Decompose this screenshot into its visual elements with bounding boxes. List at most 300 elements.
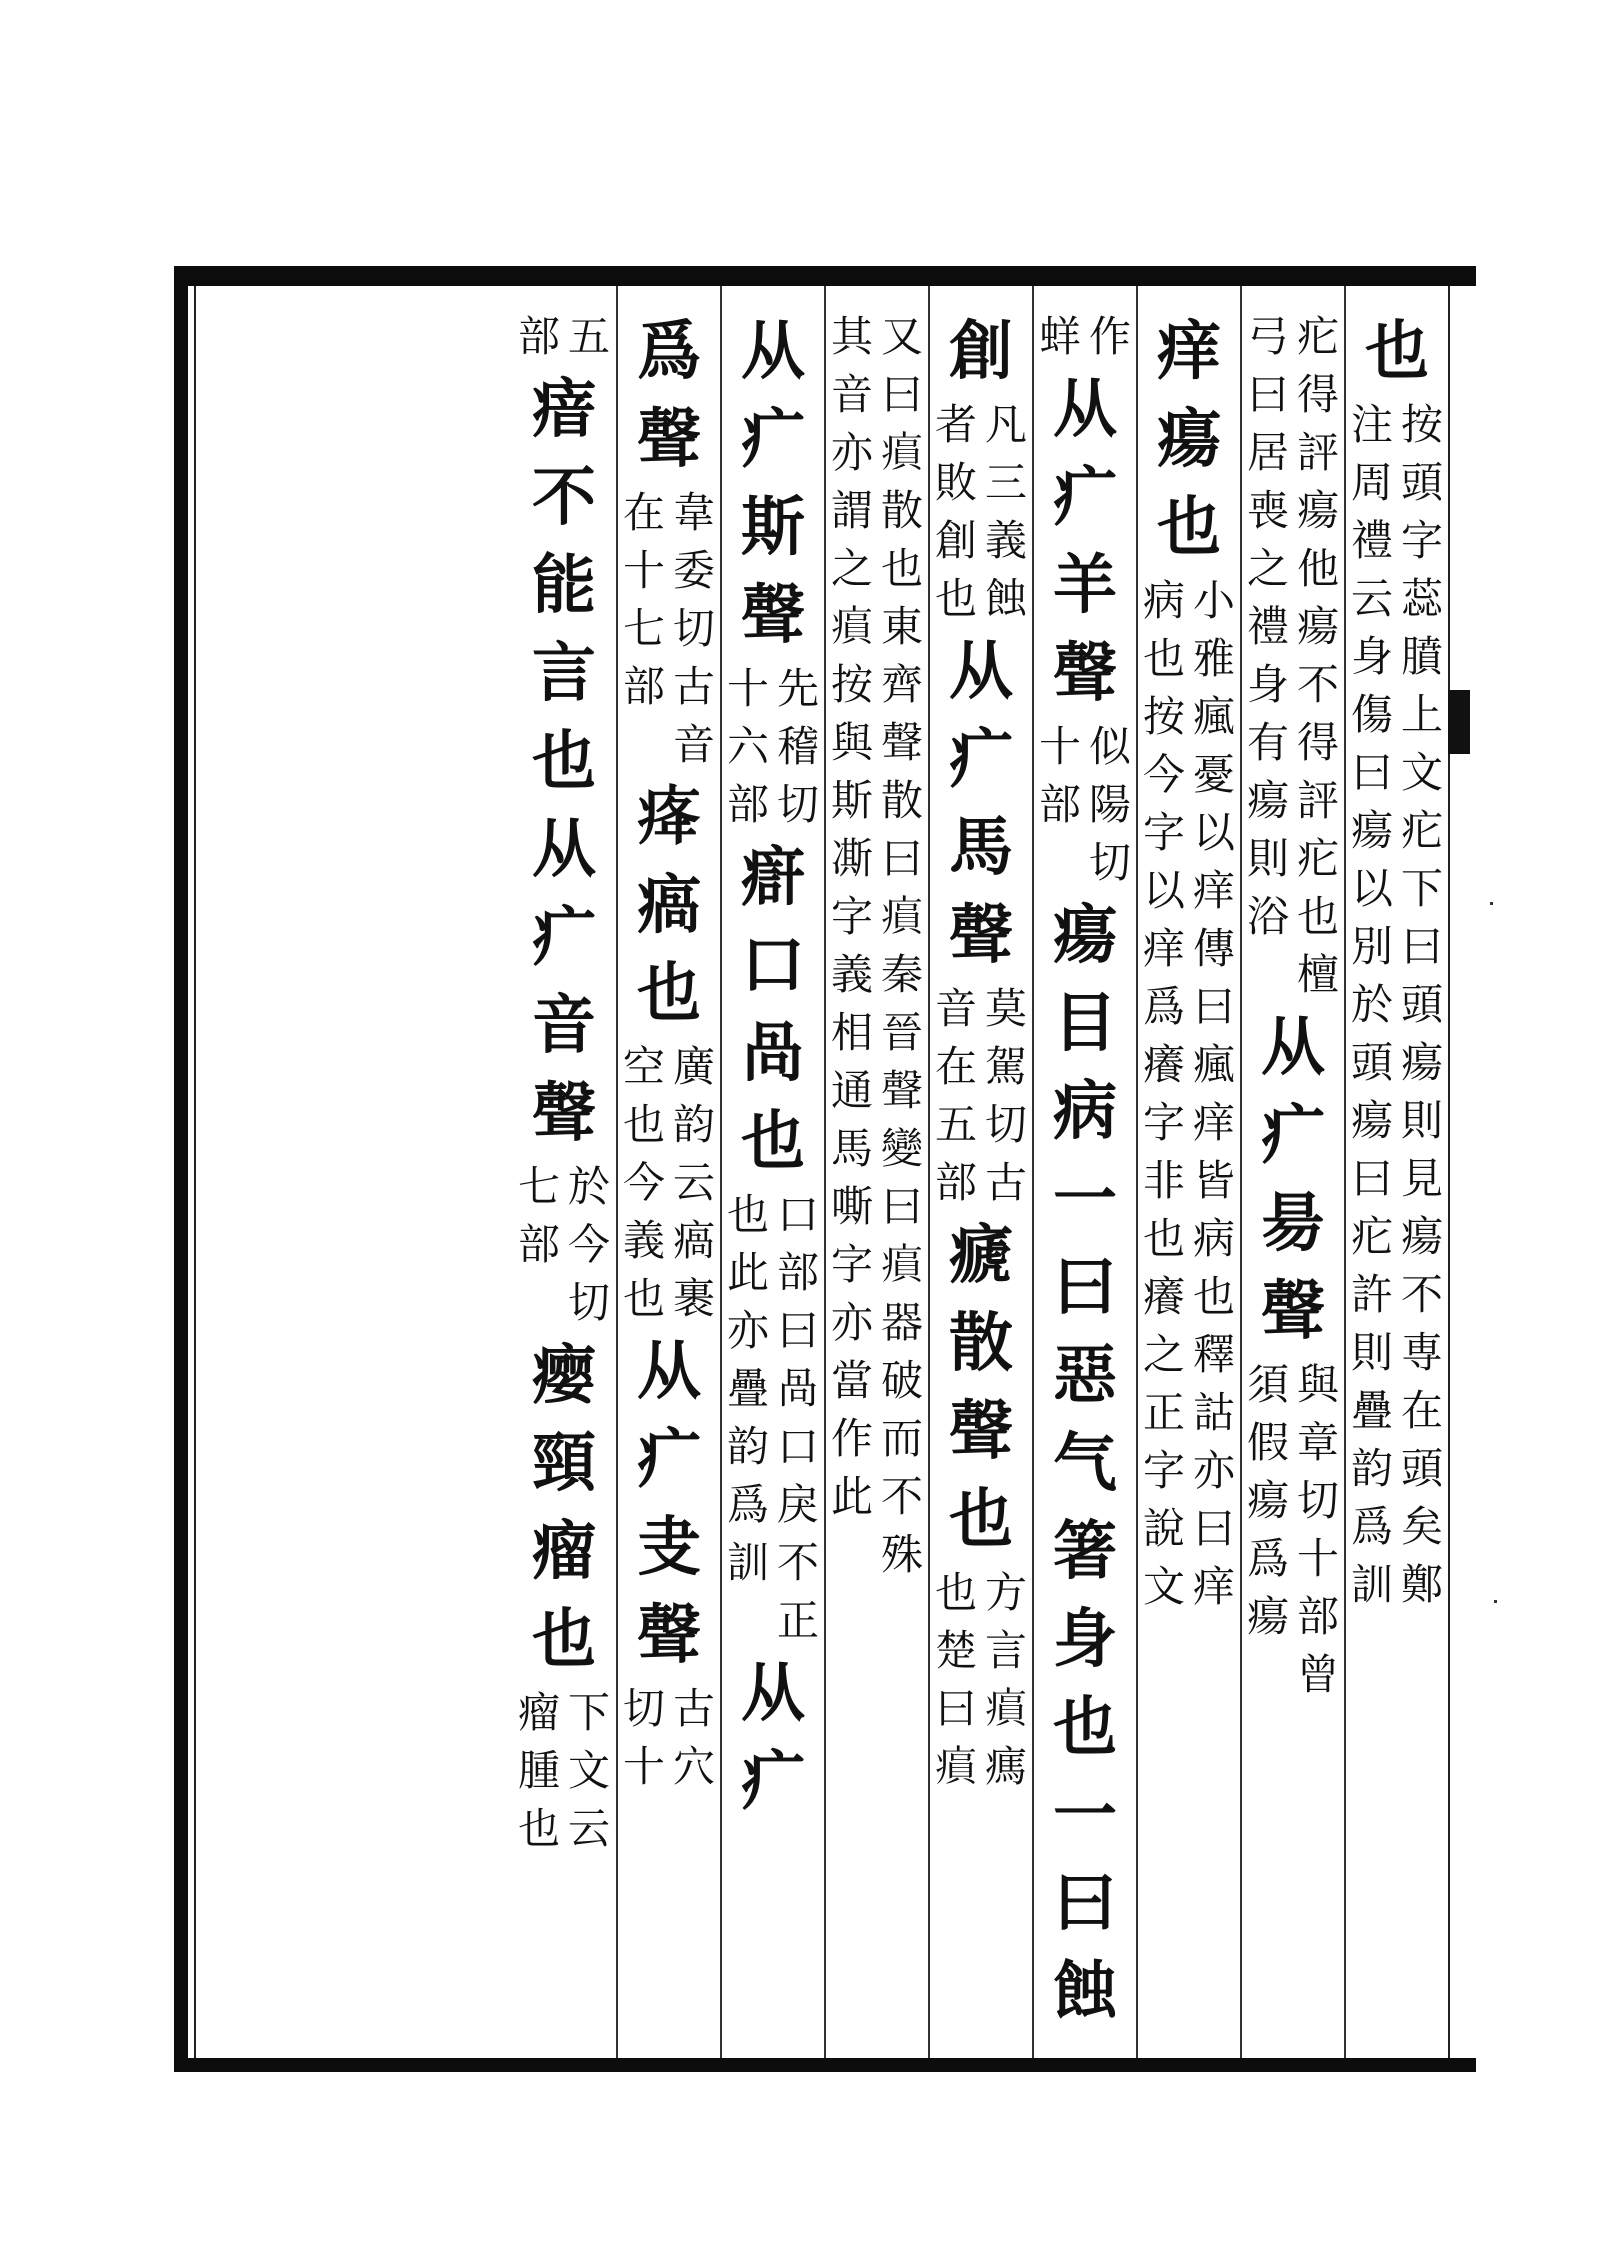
glyph: 也 [880, 544, 923, 593]
glyph: 从 [1261, 1010, 1325, 1085]
commentary-run [931, 980, 1031, 1212]
commentary-run [1035, 308, 1135, 366]
glyph: 聲 [741, 578, 805, 653]
glyph: 以 [1142, 866, 1185, 915]
commentary-line [723, 1186, 773, 1592]
glyph: 假 [1246, 1418, 1289, 1467]
glyph: 曰 [1192, 1504, 1235, 1553]
glyph: 下 [567, 1688, 610, 1737]
glyph: 弓 [1246, 312, 1289, 361]
glyph: 先 [776, 664, 819, 713]
glyph: 相 [830, 1008, 873, 1057]
glyph: 變 [880, 1124, 923, 1173]
glyph: 云 [672, 1158, 715, 1207]
glyph: 曰 [880, 834, 923, 883]
glyph: 爲 [726, 1480, 769, 1529]
glyph: 也 [726, 1190, 769, 1239]
glyph: 聲 [949, 898, 1013, 973]
glyph: 曰 [1400, 922, 1443, 971]
commentary-line [619, 1680, 669, 1796]
glyph: 矣 [1400, 1502, 1443, 1551]
commentary-run [619, 484, 719, 774]
glyph: 身 [1350, 632, 1393, 681]
glyph: 爲 [1246, 1534, 1289, 1583]
commentary-line [1243, 308, 1293, 946]
glyph: 亦 [1192, 1446, 1235, 1495]
commentary-line [1085, 718, 1135, 892]
glyph: 傷 [1350, 690, 1393, 739]
glyph: 音 [830, 370, 873, 419]
main-text-run [1143, 308, 1235, 572]
glyph: 楚 [934, 1626, 977, 1675]
commentary-line [931, 396, 981, 628]
glyph: 訓 [1350, 1560, 1393, 1609]
glyph: 作 [1088, 312, 1131, 361]
glyph: 晉 [880, 1008, 923, 1057]
glyph: 口 [776, 1422, 819, 1471]
glyph: 凘 [830, 834, 873, 883]
glyph: 也 [1053, 1690, 1117, 1765]
commentary-run [1347, 396, 1447, 1614]
glyph: 秦 [880, 950, 923, 999]
commentary-line [619, 484, 669, 716]
glyph: 也 [622, 1274, 665, 1323]
glyph: 不 [776, 1538, 819, 1587]
glyph: 似 [1088, 722, 1131, 771]
glyph: 痒 [1142, 924, 1185, 973]
glyph: 曰 [1192, 982, 1235, 1031]
glyph: 古 [672, 662, 715, 711]
glyph: 切 [984, 1100, 1027, 1149]
glyph: 疒 [1261, 1098, 1325, 1173]
glyph: 殊 [880, 1530, 923, 1579]
commentary-line [514, 1158, 564, 1274]
glyph: 疒 [532, 900, 596, 975]
glyph: 也 [934, 574, 977, 623]
glyph: 身 [1246, 660, 1289, 709]
glyph: 瘑 [672, 1216, 715, 1265]
commentary-run [931, 396, 1031, 628]
commentary-run [619, 1038, 719, 1328]
commentary-run [723, 660, 823, 834]
commentary-line [723, 660, 773, 834]
glyph: 古 [672, 1684, 715, 1733]
glyph: 今 [622, 1158, 665, 1207]
glyph: 聲 [532, 1076, 596, 1151]
glyph: 㾺 [984, 1742, 1027, 1791]
glyph: 別 [1350, 922, 1393, 971]
glyph: 之 [1142, 1330, 1185, 1379]
glyph: 在 [1400, 1386, 1443, 1435]
glyph: 也 [949, 1482, 1013, 1557]
glyph: 蝕 [1053, 1954, 1117, 2029]
glyph: 陽 [1088, 780, 1131, 829]
glyph: 从 [637, 1334, 701, 1409]
commentary-line [1293, 1356, 1343, 1704]
main-text-run [1351, 308, 1443, 396]
glyph: 須 [1246, 1360, 1289, 1409]
glyph: 古 [984, 1158, 1027, 1207]
glyph: 皆 [1192, 1156, 1235, 1205]
glyph: 聲 [637, 1598, 701, 1673]
glyph: 通 [830, 1066, 873, 1115]
glyph: 在 [622, 488, 665, 537]
main-text-run [935, 308, 1027, 396]
glyph: 瘍 [1296, 602, 1339, 651]
glyph: 也 [934, 1568, 977, 1617]
glyph: 疒 [637, 1422, 701, 1497]
glyph: 言 [532, 636, 596, 711]
glyph: 曰 [880, 370, 923, 419]
glyph: 於 [1350, 980, 1393, 1029]
glyph: 小 [1192, 576, 1235, 625]
commentary-line [931, 1564, 981, 1796]
glyph: 當 [830, 1356, 873, 1405]
glyph: 瘋 [1192, 1040, 1235, 1089]
commentary-line [1035, 718, 1085, 834]
glyph: 居 [1246, 428, 1289, 477]
glyph: 咼 [776, 1364, 819, 1413]
glyph: 散 [880, 486, 923, 535]
glyph: 部 [776, 1248, 819, 1297]
glyph: 瘍 [1053, 898, 1117, 973]
glyph: 从 [1053, 372, 1117, 447]
glyph: 文 [1400, 748, 1443, 797]
glyph: 在 [934, 1042, 977, 1091]
commentary-line [877, 308, 927, 1584]
glyph: 於 [567, 1162, 610, 1211]
glyph: 曰 [776, 1306, 819, 1355]
commentary-line [1085, 308, 1135, 366]
text-column [720, 286, 824, 2058]
glyph: 専 [1400, 1328, 1443, 1377]
text-column [824, 286, 928, 2058]
glyph: 五 [567, 312, 610, 361]
glyph: 頸 [532, 1426, 596, 1501]
glyph: 瘍 [1296, 486, 1339, 535]
main-text-run [727, 1650, 819, 1826]
commentary-line [669, 1038, 719, 1328]
glyph: 不 [880, 1472, 923, 1521]
glyph: 也 [1365, 314, 1429, 389]
glyph: 也 [1142, 634, 1185, 683]
glyph: 也 [622, 1100, 665, 1149]
glyph: 穴 [672, 1742, 715, 1791]
glyph: 十 [726, 664, 769, 713]
glyph: 十 [622, 1742, 665, 1791]
glyph: 齊 [880, 660, 923, 709]
glyph: 瘍 [1246, 776, 1289, 825]
glyph: 下 [1400, 864, 1443, 913]
glyph: 羊 [1053, 548, 1117, 623]
glyph: 見 [1400, 1154, 1443, 1203]
glyph: 曰 [1053, 1250, 1117, 1325]
frame-top-rule [174, 266, 1476, 286]
glyph: 切 [776, 780, 819, 829]
glyph: 瘍 [1400, 1212, 1443, 1261]
glyph: 箸 [1053, 1514, 1117, 1589]
glyph: 腫 [517, 1746, 560, 1795]
glyph: 非 [1142, 1156, 1185, 1205]
glyph: 檀 [1296, 950, 1339, 999]
glyph: 也 [517, 1804, 560, 1853]
glyph: 部 [622, 662, 665, 711]
glyph: 義 [622, 1216, 665, 1265]
glyph: 今 [1142, 750, 1185, 799]
glyph: 𤸫 [880, 892, 923, 941]
glyph: 言 [984, 1626, 1027, 1675]
glyph: 七 [622, 604, 665, 653]
inner-right-rule [1448, 286, 1450, 2058]
glyph: 許 [1350, 1270, 1393, 1319]
glyph: 瘤 [532, 1514, 596, 1589]
commentary-run [514, 1158, 614, 1332]
glyph: 癢 [1142, 1272, 1185, 1321]
glyph: 韵 [726, 1422, 769, 1471]
glyph: 裹 [672, 1274, 715, 1323]
glyph: 凡 [984, 400, 1027, 449]
glyph: 文 [567, 1746, 610, 1795]
text-column [512, 286, 616, 2058]
glyph: 創 [934, 516, 977, 565]
glyph: 一 [1053, 1162, 1117, 1237]
commentary-line [514, 308, 564, 366]
glyph: 與 [1296, 1360, 1339, 1409]
glyph: 惡 [1053, 1338, 1117, 1413]
glyph: 㾷 [949, 1218, 1013, 1293]
glyph: 上 [1400, 690, 1443, 739]
glyph: 韵 [672, 1100, 715, 1149]
speck [1494, 1600, 1497, 1603]
commentary-run [827, 308, 927, 1584]
glyph: 部 [517, 1220, 560, 1269]
glyph: 字 [1142, 808, 1185, 857]
commentary-run [723, 1186, 823, 1650]
glyph: 疊 [726, 1364, 769, 1413]
glyph: 他 [1296, 544, 1339, 593]
glyph: 𤵸 [637, 780, 701, 855]
glyph: 音 [532, 988, 596, 1063]
commentary-line [564, 308, 614, 366]
main-text-run [1039, 892, 1131, 2036]
glyph: 瘍 [1246, 1592, 1289, 1641]
glyph: 切 [567, 1278, 610, 1327]
glyph: 聲 [637, 402, 701, 477]
glyph: 戾 [776, 1480, 819, 1529]
commentary-line [669, 484, 719, 774]
glyph: 注 [1350, 400, 1393, 449]
glyph: 義 [830, 950, 873, 999]
text-column [1240, 286, 1344, 2058]
glyph: 也 [637, 956, 701, 1031]
glyph: 疒 [949, 722, 1013, 797]
commentary-line [1243, 1356, 1293, 1646]
glyph: 也 [1157, 490, 1221, 565]
glyph: 器 [880, 1298, 923, 1347]
glyph: 而 [880, 1414, 923, 1463]
glyph: 空 [622, 1042, 665, 1091]
commentary-run [1139, 572, 1239, 1616]
glyph: 義 [984, 516, 1027, 565]
glyph: 說 [1142, 1504, 1185, 1553]
glyph: 昜 [1261, 1186, 1325, 1261]
glyph: 以 [1192, 808, 1235, 857]
commentary-line [669, 1680, 719, 1796]
main-text-run [1247, 1004, 1339, 1356]
glyph: 聲 [880, 1066, 923, 1115]
glyph: 釋 [1192, 1330, 1235, 1379]
glyph: 疒 [1053, 460, 1117, 535]
glyph: 气 [1053, 1426, 1117, 1501]
glyph: 也 [1192, 1272, 1235, 1321]
glyph: 曰 [880, 1182, 923, 1231]
main-text-run [518, 366, 610, 1158]
glyph: 切 [672, 604, 715, 653]
glyph: 身 [1053, 1602, 1117, 1677]
glyph: 十 [1296, 1534, 1339, 1583]
glyph: 禮 [1246, 602, 1289, 651]
commentary-line [931, 980, 981, 1212]
glyph: 也 [1142, 1214, 1185, 1263]
glyph: 有 [1246, 718, 1289, 767]
commentary-line [564, 1158, 614, 1332]
commentary-run [514, 1684, 614, 1858]
glyph: 云 [567, 1804, 610, 1853]
glyph: 之 [1246, 544, 1289, 593]
commentary-line [981, 980, 1031, 1212]
glyph: 蝕 [984, 574, 1027, 623]
glyph: 委 [672, 546, 715, 595]
glyph: 瘑 [637, 868, 701, 943]
glyph: 浴 [1246, 892, 1289, 941]
commentary-line [1293, 308, 1343, 1004]
glyph: 𤸫 [830, 602, 873, 651]
text-column [1136, 286, 1240, 2058]
commentary-line [514, 1684, 564, 1858]
glyph: 得 [1296, 718, 1339, 767]
commentary-line [1347, 396, 1397, 1614]
glyph: 此 [726, 1248, 769, 1297]
glyph: 瘖 [532, 372, 596, 447]
glyph: 痒 [1157, 314, 1221, 389]
glyph: 瘍 [1246, 1476, 1289, 1525]
glyph: 痒 [1192, 1562, 1235, 1611]
glyph: 三 [984, 458, 1027, 507]
glyph: 則 [1246, 834, 1289, 883]
glyph: 文 [1142, 1562, 1185, 1611]
glyph: 字 [1400, 516, 1443, 565]
glyph: 字 [1142, 1098, 1185, 1147]
glyph: 音 [672, 720, 715, 769]
glyph: 爲 [637, 314, 701, 389]
glyph: 傳 [1192, 924, 1235, 973]
glyph: 按 [830, 660, 873, 709]
glyph: 頭 [1350, 1038, 1393, 1087]
glyph: 叏 [637, 1510, 701, 1585]
glyph: 不 [1400, 1270, 1443, 1319]
glyph: 曰 [934, 1684, 977, 1733]
glyph: 音 [934, 984, 977, 1033]
glyph: 能 [532, 548, 596, 623]
glyph: 五 [934, 1100, 977, 1149]
commentary-run [1243, 1356, 1343, 1704]
glyph: 莫 [984, 984, 1027, 1033]
frame-bottom-rule [174, 2058, 1476, 2072]
glyph: 訓 [726, 1538, 769, 1587]
main-text-run [623, 308, 715, 484]
glyph: 之 [830, 544, 873, 593]
glyph: 瘍 [1350, 1096, 1393, 1145]
commentary-run [931, 1564, 1031, 1796]
glyph: 十 [1038, 722, 1081, 771]
glyph: 嘶 [830, 1182, 873, 1231]
glyph: 今 [567, 1220, 610, 1269]
glyph: 𤸫 [984, 1684, 1027, 1733]
commentary-line [564, 1684, 614, 1858]
glyph: 又 [880, 312, 923, 361]
glyph: 正 [776, 1596, 819, 1645]
glyph: 聲 [1053, 636, 1117, 711]
glyph: 以 [1350, 864, 1393, 913]
glyph: 斯 [830, 776, 873, 825]
glyph: 此 [830, 1472, 873, 1521]
glyph: 雅 [1192, 634, 1235, 683]
frame-left-rule [174, 266, 188, 2072]
glyph: 十 [622, 546, 665, 595]
commentary-line [1189, 572, 1239, 1616]
glyph: 也 [532, 724, 596, 799]
glyph: 𤸫 [880, 428, 923, 477]
glyph: 正 [1142, 1388, 1185, 1437]
commentary-run [619, 1680, 719, 1796]
glyph: 疕 [1296, 834, 1339, 883]
glyph: 曰 [1350, 748, 1393, 797]
glyph: 六 [726, 722, 769, 771]
glyph: 切 [1088, 838, 1131, 887]
glyph: 目 [1053, 986, 1117, 1061]
glyph: 痒 [1192, 866, 1235, 915]
glyph: 韵 [1350, 1444, 1393, 1493]
glyph: 章 [1296, 1418, 1339, 1467]
glyph: 詁 [1192, 1388, 1235, 1437]
main-text-run [727, 308, 819, 660]
text-columns [196, 286, 1448, 2058]
glyph: 憂 [1192, 750, 1235, 799]
glyph: 方 [984, 1568, 1027, 1617]
glyph: 散 [949, 1306, 1013, 1381]
glyph: 㾵 [741, 840, 805, 915]
glyph: 疕 [1296, 312, 1339, 361]
main-text-run [518, 1332, 610, 1684]
glyph: 瘤 [517, 1688, 560, 1737]
glyph: 蕊 [1400, 574, 1443, 623]
glyph: 按 [1142, 692, 1185, 741]
glyph: 部 [1038, 780, 1081, 829]
commentary-line [827, 308, 877, 1526]
glyph: 也 [741, 1104, 805, 1179]
glyph: 頭 [1400, 458, 1443, 507]
glyph: 創 [949, 314, 1013, 389]
glyph: 得 [1296, 370, 1339, 419]
glyph: 膹 [1400, 632, 1443, 681]
glyph: 東 [880, 602, 923, 651]
glyph: 其 [830, 312, 873, 361]
glyph: 也 [1296, 892, 1339, 941]
glyph: 从 [741, 1656, 805, 1731]
glyph: 病 [1192, 1214, 1235, 1263]
text-column [928, 286, 1032, 2058]
glyph: 从 [532, 812, 596, 887]
